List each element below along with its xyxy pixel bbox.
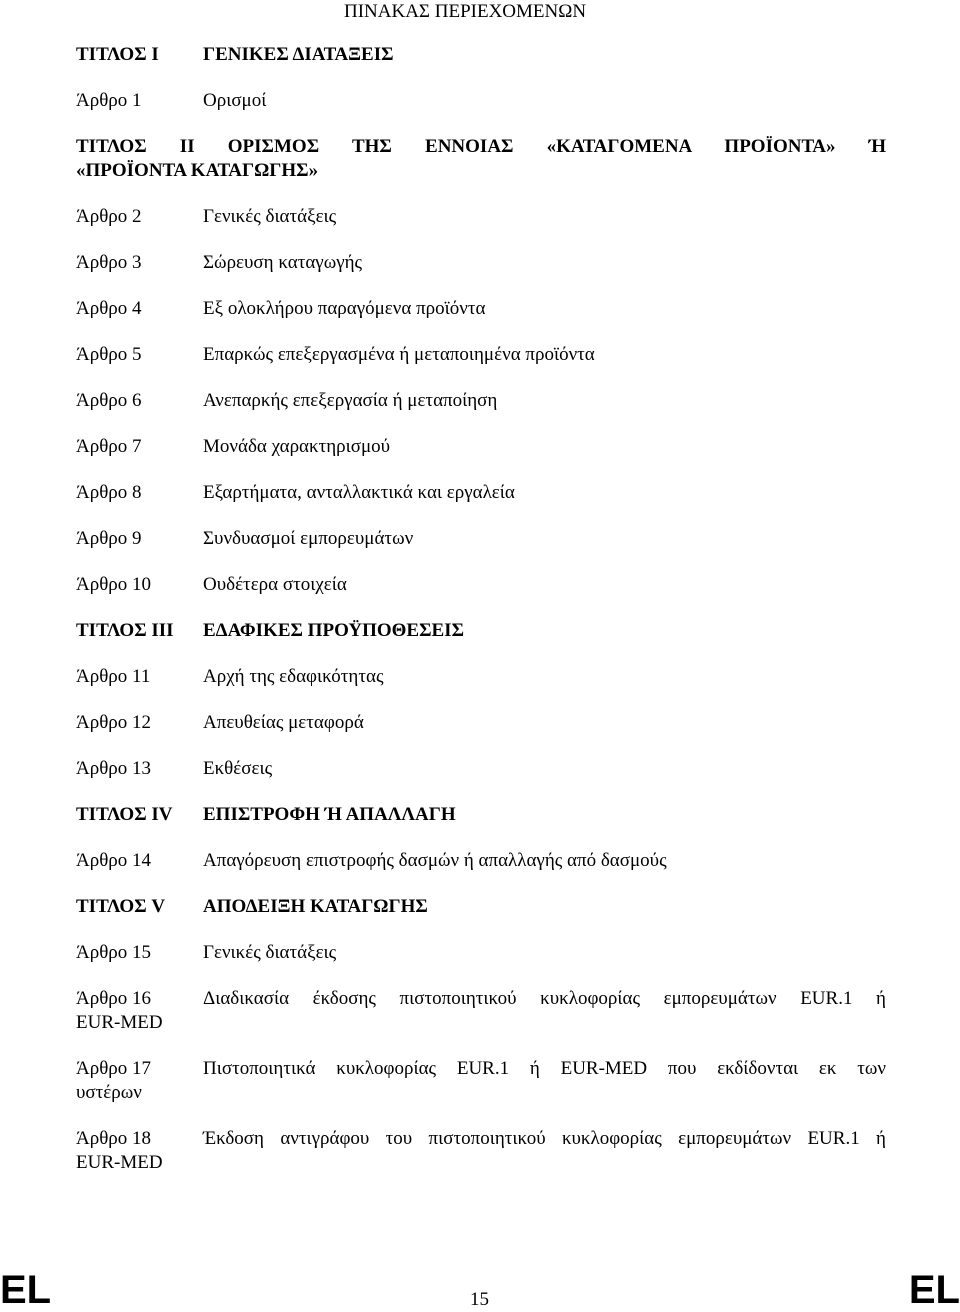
article-heading: Επαρκώς επεξεργασμένα ή μεταποιημένα προϊόντα (203, 344, 595, 365)
article-heading: Πιστοποιητικά κυκλοφορίας EUR.1 ή EUR-MED που εκδίδονται εκ των (203, 1058, 886, 1079)
language-code-left: EL (0, 1268, 52, 1312)
article-number: Άρθρο 4 (76, 298, 142, 319)
article-heading: Έκδοση αντιγράφου του πιστοποιητικού κυκλοφορίας εμπορευμάτων EUR.1 ή (203, 1128, 886, 1149)
article-number: Άρθρο 7 (76, 436, 142, 457)
article-heading: Διαδικασία έκδοσης πιστοποιητικού κυκλοφορίας εμπορευμάτων EUR.1 ή (203, 988, 886, 1009)
toc-title-row (76, 43, 886, 67)
article-heading: Απευθείας μεταφορά (203, 712, 364, 733)
title-number: ΤΙΤΛΟΣ IV (76, 804, 173, 825)
toc-title-row (76, 135, 886, 183)
page-number: 15 (470, 1289, 489, 1310)
toc-article-row (76, 1127, 886, 1151)
article-heading-continuation: EUR-MED (76, 1012, 163, 1033)
title-number: ΤΙΤΛΟΣ ΙΙΙ (76, 620, 174, 641)
article-number: Άρθρο 6 (76, 390, 142, 411)
title-heading: ΕΠΙΣΤΡΟΦΗ Ή ΑΠΑΛΛΑΓΗ (203, 804, 456, 825)
article-number: Άρθρο 1 (76, 90, 142, 111)
toc-article-row (76, 987, 886, 1011)
article-heading: Μονάδα χαρακτηρισμού (203, 436, 391, 457)
table-of-contents (76, 43, 886, 1175)
title-heading-continuation: «ΠΡΟΪΟΝΤΑ ΚΑΤΑΓΩΓΗΣ» (76, 160, 319, 181)
toc-article-row (76, 1057, 886, 1081)
article-number: Άρθρο 10 (76, 574, 152, 595)
article-heading: Απαγόρευση επιστροφής δασμών ή απαλλαγής από δασμούς (203, 850, 667, 871)
toc-article-row (76, 435, 886, 459)
article-number: Άρθρο 13 (76, 758, 152, 779)
article-heading: Ανεπαρκής επεξεργασία ή μεταποίηση (203, 390, 498, 411)
toc-article-row (76, 849, 886, 873)
language-code-right: EL (908, 1268, 960, 1312)
title-number: ΤΙΤΛΟΣ V (76, 896, 166, 917)
article-number: Άρθρο 11 (76, 666, 151, 687)
toc-article-row (76, 481, 886, 505)
toc-article-row (76, 711, 886, 735)
toc-title-row (76, 895, 886, 919)
title-heading: ΑΠΟΔΕΙΞΗ ΚΑΤΑΓΩΓΗΣ (203, 896, 428, 917)
article-number: Άρθρο 18 (76, 1128, 152, 1149)
article-number: Άρθρο 3 (76, 252, 142, 273)
toc-title-row (76, 619, 886, 643)
article-heading: Ουδέτερα στοιχεία (203, 574, 347, 595)
article-heading-continuation: υστέρων (76, 1082, 142, 1103)
toc-article-row (76, 89, 886, 113)
toc-article-row (76, 343, 886, 367)
article-heading: Γενικές διατάξεις (203, 942, 337, 963)
title-heading: ΕΔΑΦΙΚΕΣ ΠΡΟΫΠΟΘΕΣΕΙΣ (203, 620, 464, 641)
toc-article-row (76, 297, 886, 321)
toc-title-row (76, 803, 886, 827)
article-number: Άρθρο 16 (76, 988, 152, 1009)
article-heading: Εξ ολοκλήρου παραγόμενα προϊόντα (203, 298, 486, 319)
article-heading: Σώρευση καταγωγής (203, 252, 363, 273)
toc-article-row (76, 251, 886, 275)
article-heading: Συνδυασμοί εμπορευμάτων (203, 528, 414, 549)
article-heading-continuation: EUR-MED (76, 1152, 163, 1173)
article-heading: Εξαρτήματα, ανταλλακτικά και εργαλεία (203, 482, 515, 503)
article-number: Άρθρο 17 (76, 1058, 152, 1079)
toc-article-row (76, 205, 886, 229)
toc-article-row (76, 389, 886, 413)
article-number: Άρθρο 12 (76, 712, 152, 733)
article-number: Άρθρο 5 (76, 344, 142, 365)
toc-article-row (76, 941, 886, 965)
article-number: Άρθρο 9 (76, 528, 142, 549)
toc-article-row (76, 757, 886, 781)
title-number: ΤΙΤΛΟΣ Ι (76, 44, 159, 65)
page-title: ΠΙΝΑΚΑΣ ΠΕΡΙΕΧΟΜΕΝΩΝ (344, 1, 587, 22)
article-heading: Γενικές διατάξεις (203, 206, 337, 227)
article-number: Άρθρο 2 (76, 206, 142, 227)
toc-article-row (76, 527, 886, 551)
article-heading: Εκθέσεις (203, 758, 273, 779)
article-number: Άρθρο 14 (76, 850, 152, 871)
article-heading: Ορισμοί (203, 90, 267, 111)
article-number: Άρθρο 15 (76, 942, 152, 963)
article-number: Άρθρο 8 (76, 482, 142, 503)
toc-article-row (76, 573, 886, 597)
toc-article-row (76, 665, 886, 689)
title-heading: ΓΕΝΙΚΕΣ ΔΙΑΤΑΞΕΙΣ (203, 44, 394, 65)
title-heading: ΤΙΤΛΟΣ ΙΙ ΟΡΙΣΜΟΣ ΤΗΣ ΕΝΝΟΙΑΣ «ΚΑΤΑΓΟΜΕΝΑ ΠΡΟΪΟΝΤΑ» Ή (76, 136, 886, 157)
article-heading: Αρχή της εδαφικότητας (203, 666, 384, 687)
